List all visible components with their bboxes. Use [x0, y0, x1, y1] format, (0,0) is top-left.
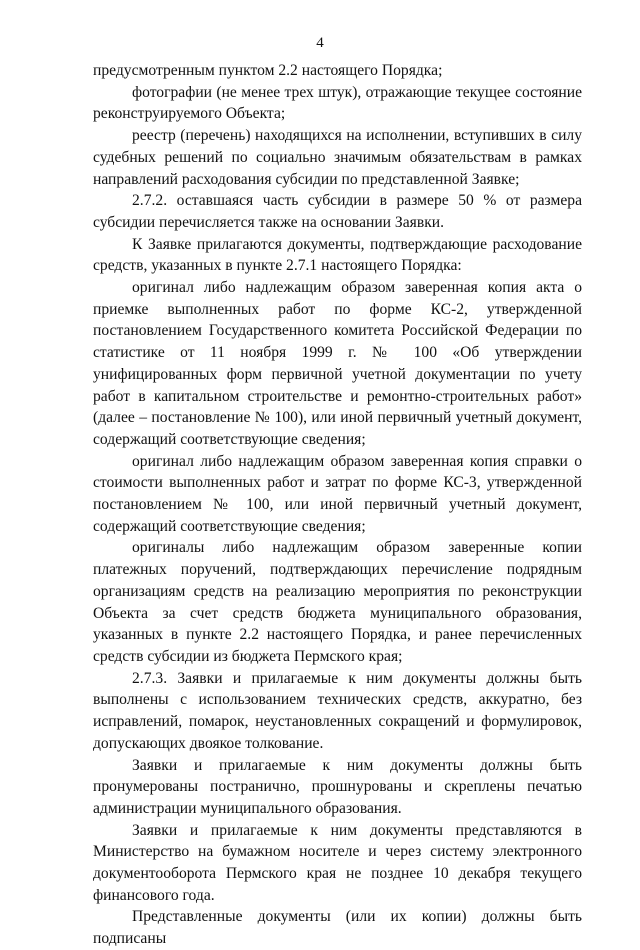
page-number: 4 [316, 35, 324, 51]
paragraph: оригинал либо надлежащим образом заверенная копия акта о приемке выполненных работ по форме КС-2, утвержденной постановлением Государственного комитета Российской Федерации по статистике от 11 ноября 1999 г. № 100 «Об утверждении унифицированных форм первичной учетной документации по учету работ в капитальном строительстве и ремонтно-строительных работ» (далее – постановление № 100), или иной первичный учетный документ, содержащий соответствующие сведения; [93, 279, 582, 448]
paragraph: 2.7.2. оставшаяся часть субсидии в размере 50 % от размера субсидии перечисляется также на основании Заявки. [93, 192, 582, 231]
paragraph: Заявки и прилагаемые к ним документы должны быть пронумерованы постранично, прошнурованы и скреплены печатью администрации муниципального образования. [93, 756, 582, 817]
paragraph: Представленные документы (или их копии) должны быть подписаны [93, 908, 582, 948]
paragraph: реестр (перечень) находящихся на исполнении, вступивших в силу судебных решений по социально значимым обязательствам в рамках направлений расходования субсидии по представленной Заявке; [93, 127, 582, 188]
paragraph: оригиналы либо надлежащим образом заверенные копии платежных поручений, подтверждающих перечисление подрядным организациям средств на реализацию мероприятия по реконструкции Объекта за счет средств бюджета муниципального образования, указанных в пункте 2.2 настоящего Порядка, и ранее перечисленных средств субсидии из бюджета Пермского края; [93, 539, 582, 665]
paragraph: предусмотренным пунктом 2.2 настоящего Порядка; [93, 62, 443, 79]
paragraph: 2.7.3. Заявки и прилагаемые к ним документы должны быть выполнены с использованием технических средств, аккуратно, без исправлений, помарок, неустановленных сокращений и формулировок, допускающих двоякое толкование. [93, 669, 582, 752]
document-body [93, 60, 582, 950]
paragraph: К Заявке прилагаются документы, подтверждающие расходование средств, указанных в пункте 2.7.1 настоящего Порядка: [93, 235, 582, 275]
paragraph: Заявки и прилагаемые к ним документы представляются в Министерство на бумажном носителе и через систему электронного документооборота Пермского края не позднее 10 декабря текущего финансового года. [93, 821, 582, 904]
paragraph: оригинал либо надлежащим образом заверенная копия справки о стоимости выполненных работ и затрат по форме КС-3, утвержденной постановлением № 100, или иной первичный учетный документ, содержащий соответствующие сведения; [93, 452, 582, 535]
paragraph: фотографии (не менее трех штук), отражающие текущее состояние реконструируемого Объекта; [93, 83, 582, 123]
